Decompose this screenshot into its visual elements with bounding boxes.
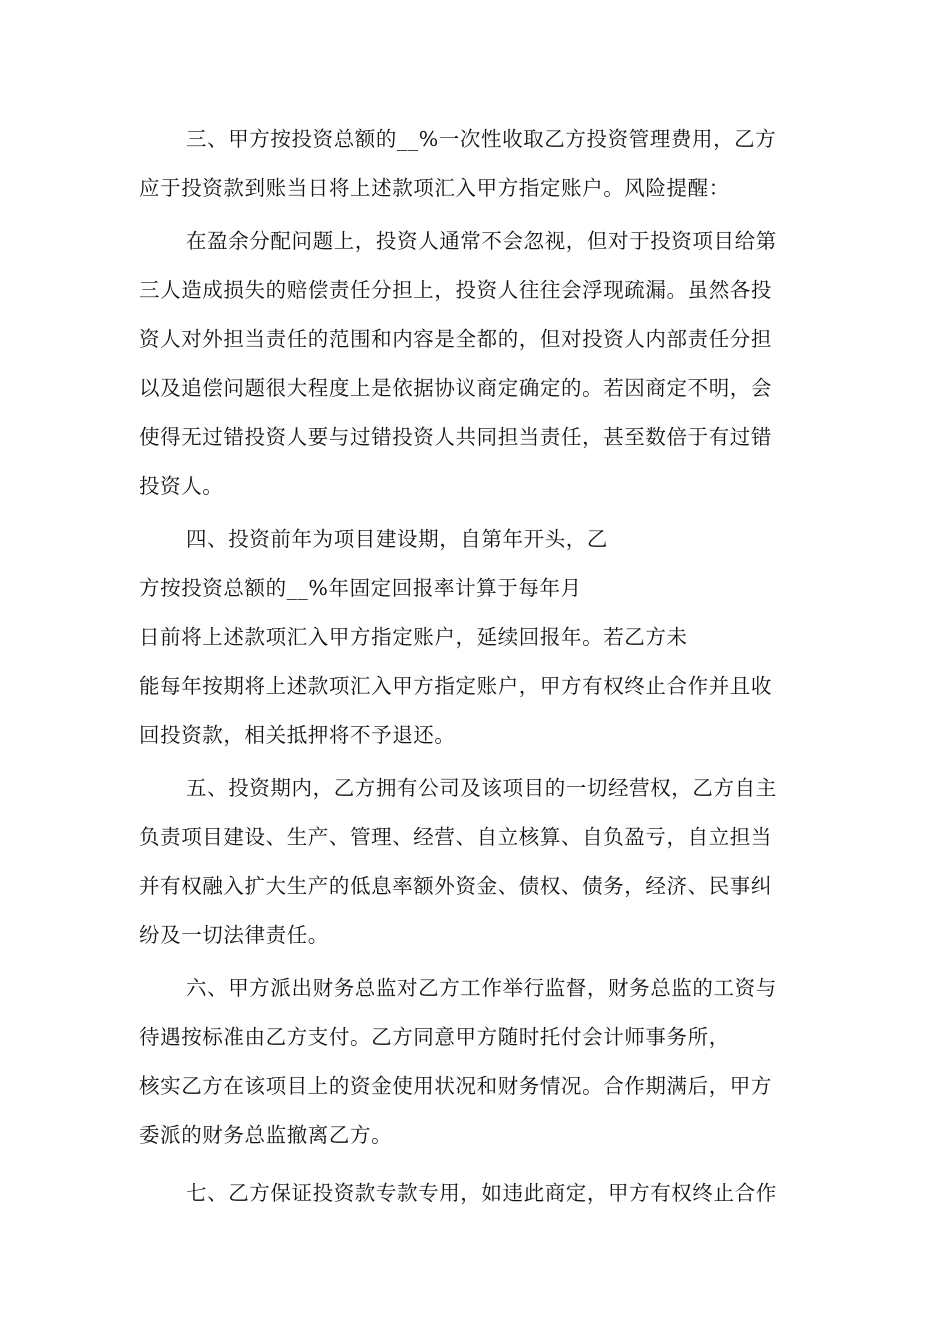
risk-paragraph-line-2: 三人造成损失的赔偿责任分担上，投资人往往会浮现疏漏。虽然各投 [139, 278, 772, 302]
paragraph-4-line-2: 方按投资总额的__%年固定回报率计算于每年月 [139, 576, 582, 600]
paragraph-5-line-4: 纷及一切法律责任。 [139, 923, 329, 947]
paragraph-5-line-3: 并有权融入扩大生产的低息率额外资金、债权、债务，经济、民事纠 [139, 874, 772, 898]
risk-paragraph-line-5: 使得无过错投资人要与过错投资人共同担当责任，甚至数倍于有过错 [139, 425, 772, 449]
paragraph-3-line-1: 三、甲方按投资总额的__%一次性收取乙方投资管理费用，乙方 [186, 127, 777, 151]
paragraph-4-line-1: 四、投资前年为项目建设期，自第年开头，乙 [186, 527, 608, 551]
paragraph-6-line-3: 核实乙方在该项目上的资金使用状况和财务情况。合作期满后，甲方 [139, 1074, 772, 1098]
risk-paragraph-line-6: 投资人。 [139, 474, 224, 498]
paragraph-7-line-1: 七、乙方保证投资款专款专用，如违此商定，甲方有权终止合作 [186, 1181, 777, 1205]
paragraph-4-line-3: 日前将上述款项汇入甲方指定账户，延续回报年。若乙方未 [139, 625, 688, 649]
paragraph-3-line-2: 应于投资款到账当日将上述款项汇入甲方指定账户。风险提醒： [139, 176, 730, 200]
paragraph-5-line-2: 负责项目建设、生产、管理、经营、自立核算、自负盈亏，自立担当 [139, 825, 772, 849]
paragraph-6-line-2: 待遇按标准由乙方支付。乙方同意甲方随时托付会计师事务所， [139, 1025, 730, 1049]
paragraph-4-line-4: 能每年按期将上述款项汇入甲方指定账户，甲方有权终止合作并且收 [139, 674, 772, 698]
risk-paragraph-line-3: 资人对外担当责任的范围和内容是全都的，但对投资人内部责任分担 [139, 327, 772, 351]
risk-paragraph-line-1: 在盈余分配问题上，投资人通常不会忽视，但对于投资项目给第 [186, 229, 777, 253]
paragraph-4-line-5: 回投资款，相关抵押将不予退还。 [139, 723, 456, 747]
paragraph-6-line-4: 委派的财务总监撤离乙方。 [139, 1123, 393, 1147]
paragraph-6-line-1: 六、甲方派出财务总监对乙方工作举行监督，财务总监的工资与 [186, 976, 777, 1000]
risk-paragraph-line-4: 以及追偿问题很大程度上是依据协议商定确定的。若因商定不明，会 [139, 376, 772, 400]
paragraph-5-line-1: 五、投资期内，乙方拥有公司及该项目的一切经营权，乙方自主 [186, 776, 777, 800]
